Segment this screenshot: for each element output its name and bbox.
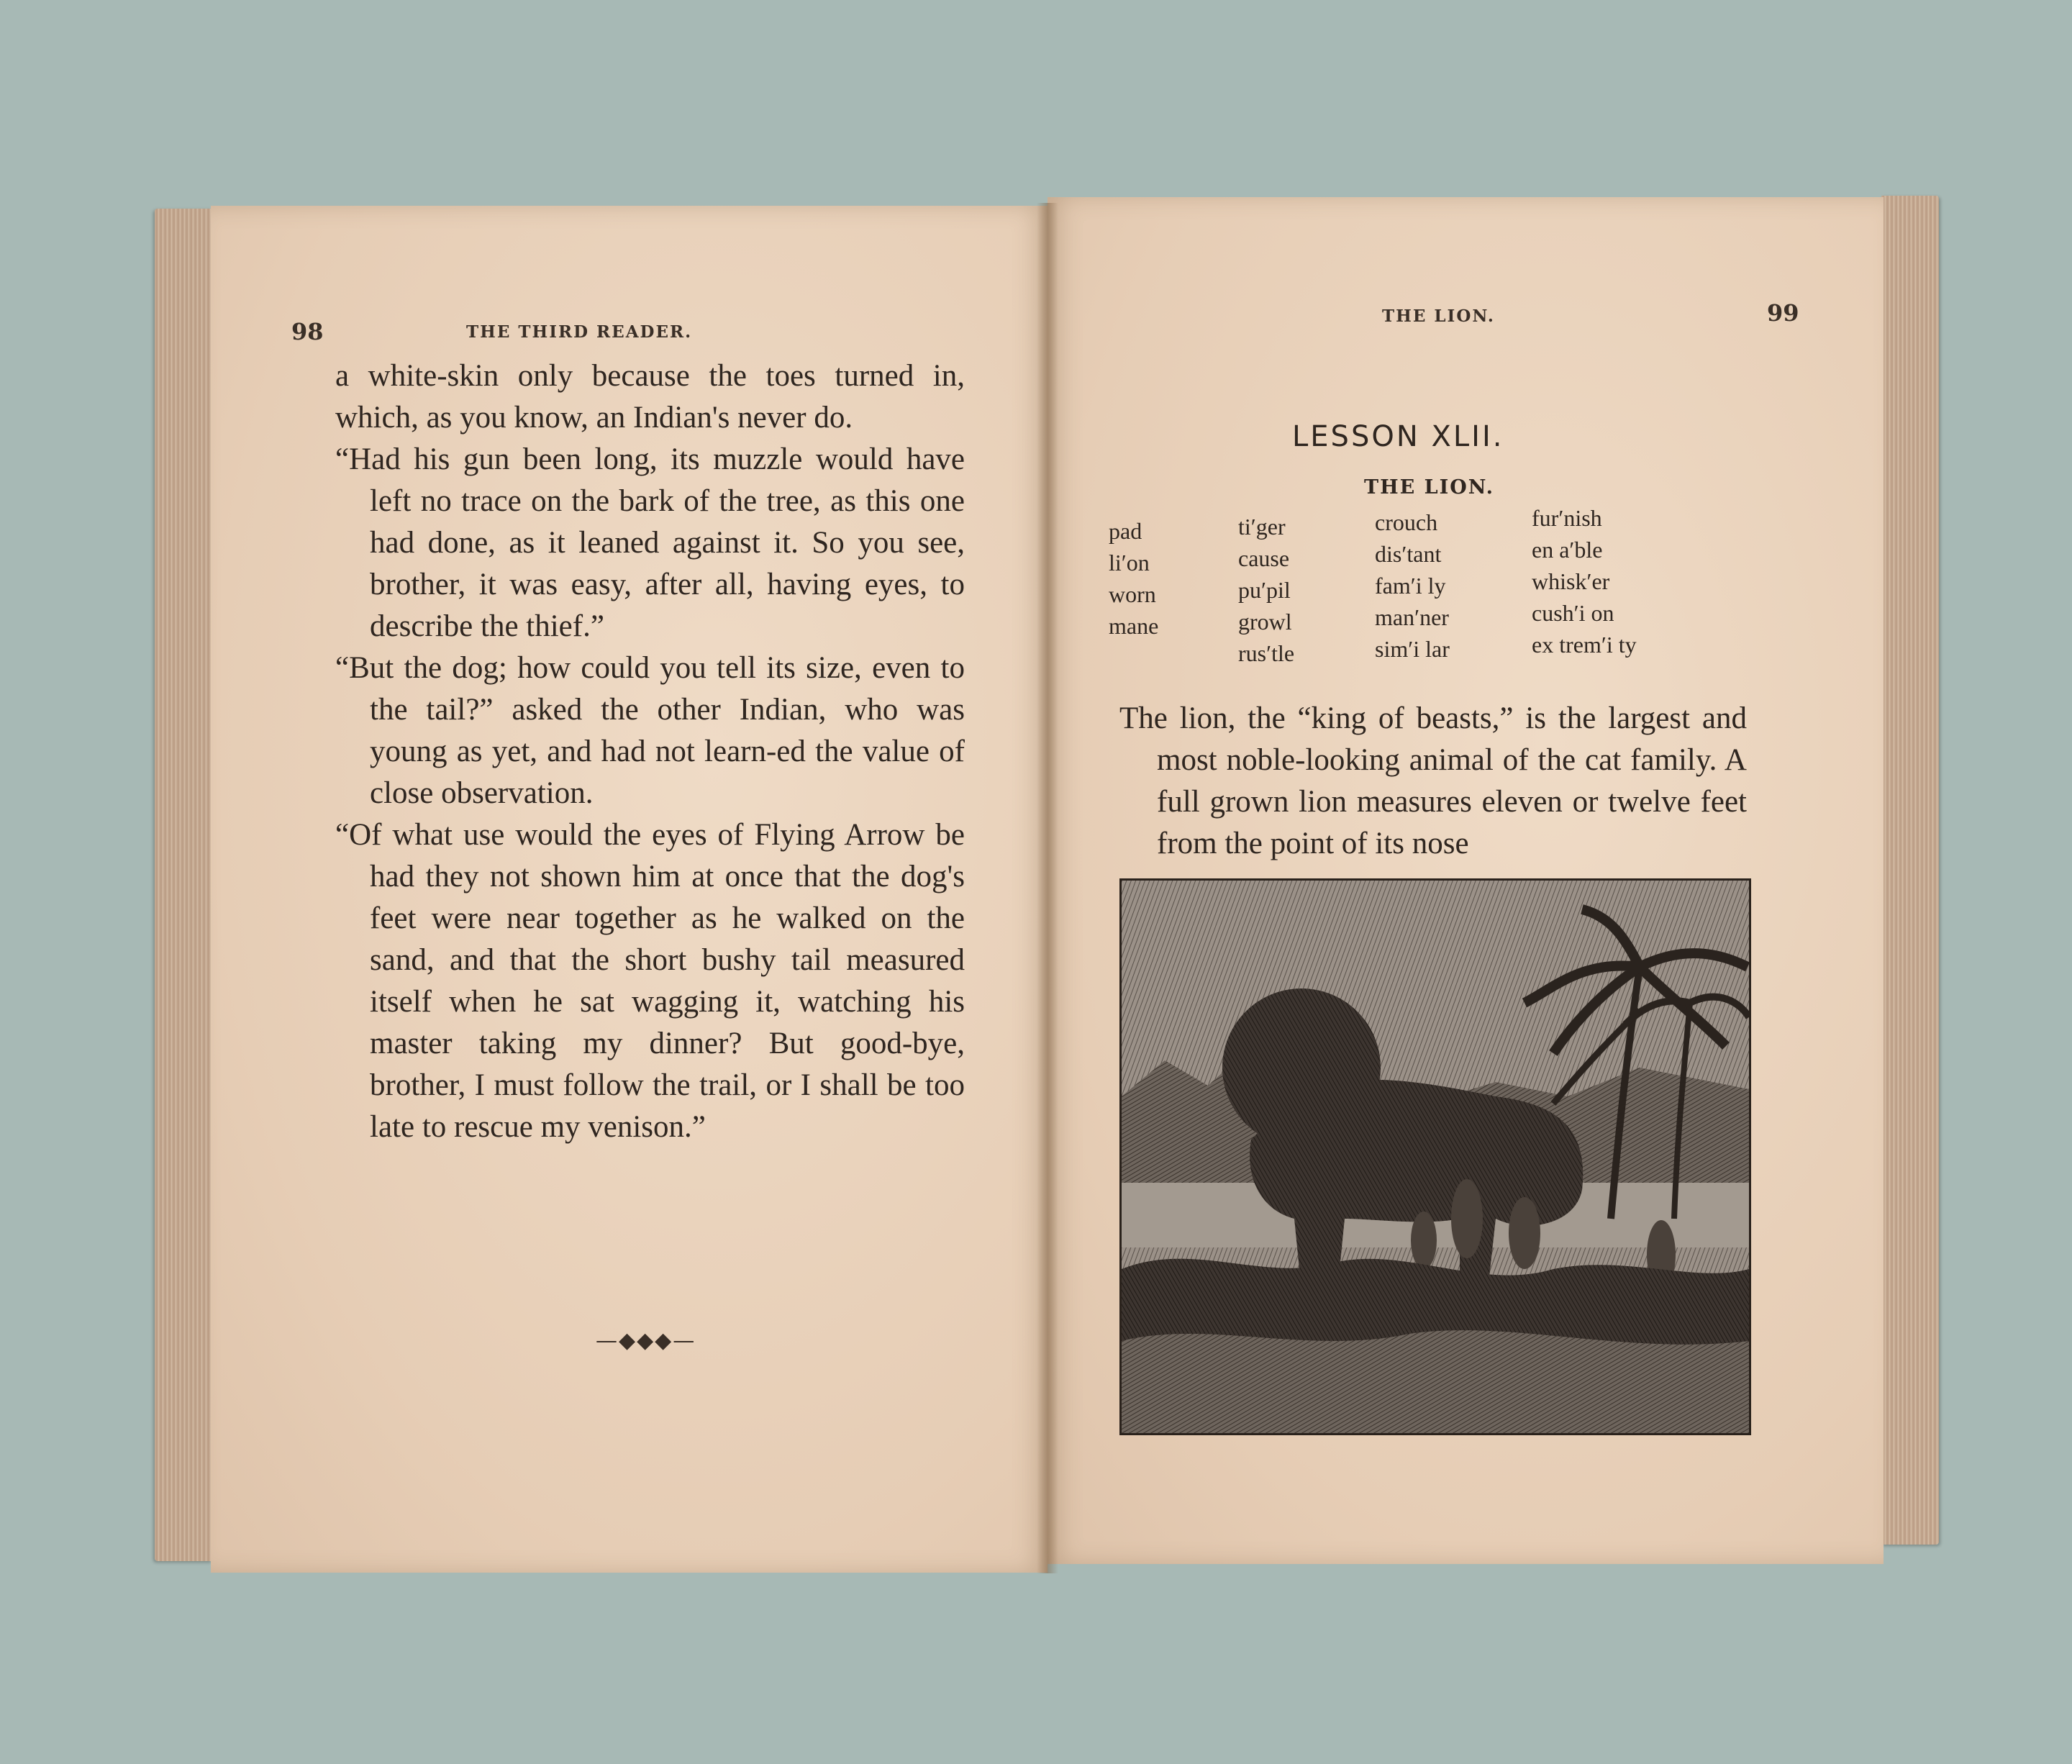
left-running-head: THE THIRD READER. bbox=[466, 322, 693, 342]
vocab-column-3 bbox=[1375, 506, 1450, 665]
vocab-column-4 bbox=[1532, 502, 1637, 660]
right-paragraph-1: The lion, the “king of beasts,” is the largest and most noble-looking animal of the cat family. A full grown lion measures eleven or twelve feet from the point of its nose bbox=[1119, 701, 1747, 860]
vocab-word: pu′pil bbox=[1238, 577, 1291, 603]
vocab-word: en a′ble bbox=[1532, 537, 1603, 563]
vocab-word: cush′i on bbox=[1532, 600, 1614, 626]
left-page-number: 98 bbox=[291, 318, 324, 345]
book-gutter bbox=[1037, 203, 1058, 1573]
lesson-subtitle: THE LION. bbox=[1364, 476, 1495, 499]
left-paragraph-2: “Had his gun been long, its muzzle would have left no trace on the bark of the tree, as this one had done, as it leaned against it. So you see, brother, it was easy, after all, having eyes, to describe the thief.” bbox=[335, 442, 965, 643]
vocabulary-list bbox=[1109, 505, 1756, 681]
vocab-word: man′ner bbox=[1375, 604, 1449, 630]
vocab-word: ti′ger bbox=[1238, 514, 1286, 540]
left-paragraph-1: a white-skin only because the toes turned in, which, as you know, an Indian's never do. bbox=[335, 359, 965, 435]
vocab-word: rus′tle bbox=[1238, 640, 1295, 666]
vocab-word: li′on bbox=[1109, 550, 1150, 576]
right-running-head: THE LION. bbox=[1382, 306, 1495, 326]
right-body-text bbox=[1119, 698, 1747, 865]
vocab-column-1 bbox=[1109, 515, 1158, 642]
open-book bbox=[155, 196, 1939, 1577]
lion-illustration bbox=[1122, 881, 1749, 1433]
left-page bbox=[211, 206, 1048, 1573]
vocab-word: fam′i ly bbox=[1375, 573, 1446, 599]
vocab-word: sim′i lar bbox=[1375, 636, 1450, 662]
end-ornament: —◆◆◆— bbox=[596, 1328, 696, 1353]
left-body-text bbox=[335, 355, 965, 1148]
vocab-word: dis′tant bbox=[1375, 541, 1442, 567]
vocab-word: mane bbox=[1109, 613, 1159, 639]
vocab-word: worn bbox=[1109, 581, 1156, 607]
vocab-word: ex trem′i ty bbox=[1532, 632, 1637, 658]
vocab-word: growl bbox=[1238, 609, 1292, 635]
vocab-word: pad bbox=[1109, 518, 1142, 544]
right-page-edges bbox=[1881, 196, 1939, 1545]
lion-engraving-image bbox=[1119, 878, 1751, 1435]
vocab-word: crouch bbox=[1375, 509, 1438, 535]
vocab-word: whisk′er bbox=[1532, 568, 1610, 594]
vocab-column-2 bbox=[1238, 511, 1294, 669]
vocab-word: cause bbox=[1238, 545, 1290, 571]
vocab-word: fur′nish bbox=[1532, 505, 1602, 531]
left-paragraph-4: “Of what use would the eyes of Flying Arrow be had they not shown him at once that the dog's feet were near together as he walked on the sand, and that the short bushy tail measured itself when he sat wagging it, watching his master taking my dinner? But good-bye, brother, I must follow the trail, or I shall be too late to rescue my venison.” bbox=[335, 818, 965, 1144]
lesson-title: LESSON XLII. bbox=[1292, 420, 1504, 453]
right-page-number: 99 bbox=[1767, 299, 1799, 327]
right-page bbox=[1048, 197, 1884, 1564]
left-page-edges bbox=[155, 209, 212, 1561]
left-paragraph-3: “But the dog; how could you tell its size, even to the tail?” asked the other Indian, who was young as yet, and had not learn-ed the value of close observation. bbox=[335, 651, 965, 810]
